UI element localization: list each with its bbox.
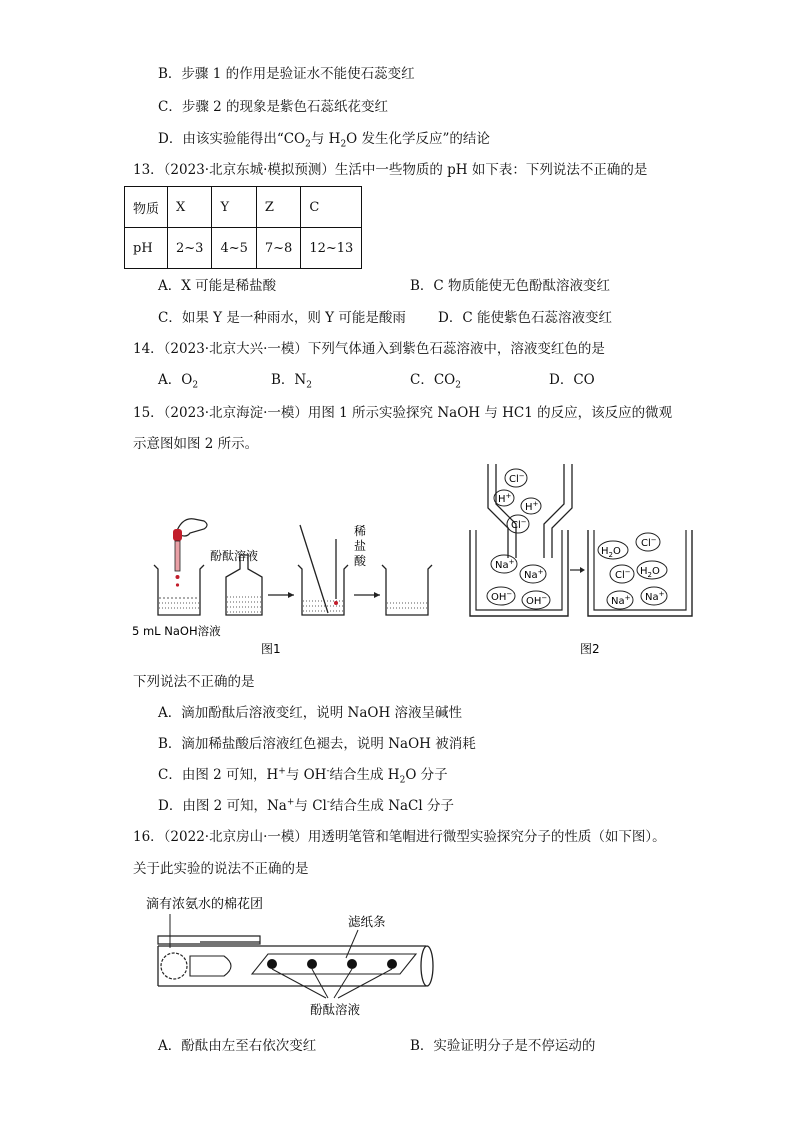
svg-text:Na+: Na+ [645, 590, 665, 603]
q14-option-d: D．CO [549, 372, 595, 388]
q15-stem-line1: 15．（2023·北京海淀·一模）用图 1 所示实验探究 NaOH 与 HC1 的反应，该反应的微观 [133, 405, 673, 421]
q15-stem-line2: 示意图如图 2 所示。 [133, 436, 259, 452]
svg-text:Cl−: Cl− [615, 568, 631, 581]
ion-cl [636, 533, 660, 551]
q16-option-a: A．酚酞由左至右依次变红 [158, 1038, 317, 1054]
cotton-ball-icon [161, 953, 187, 979]
label-phenolphthalein: 酚酞溶液 [210, 549, 259, 563]
table-cell: 12~13 [301, 228, 362, 269]
q13-option-d: D．C 能使紫色石蕊溶液变红 [438, 310, 612, 326]
svg-text:Cl−: Cl− [641, 536, 657, 549]
q15-option-c: C．由图 2 可知，H+与 OH-结合生成 $H_2O$ 分子 [158, 766, 448, 786]
table-cell: 2~3 [168, 228, 212, 269]
q16-stem-line2: 关于此实验的说法不正确的是 [133, 861, 309, 877]
beaker-3 [382, 565, 432, 615]
q15-prompt: 下列说法不正确的是 [133, 674, 255, 690]
molecule-h2o [598, 541, 628, 559]
q12-option-b: B．步骤 1 的作用是验证水不能使石蕊变红 [158, 66, 415, 82]
table-cell: 物质 [125, 187, 168, 228]
table-cell: X [168, 187, 212, 228]
q16-option-b: B．实验证明分子是不停运动的 [410, 1038, 596, 1054]
table-row [125, 187, 362, 228]
svg-text:Cl−: Cl− [509, 472, 525, 485]
beaker-2 [298, 565, 348, 615]
svg-text:H2O: $H_2O$ [640, 566, 660, 579]
phenolphthalein-dot [267, 959, 277, 969]
molecule-h2o [637, 561, 667, 579]
ion-h [494, 490, 514, 506]
q15-option-b: B．滴加稀盐酸后溶液红色褪去，说明 NaOH 被消耗 [158, 736, 476, 752]
beaker-left [470, 530, 568, 616]
pen-cap [158, 936, 260, 944]
q13-option-a: A．X 可能是稀盐酸 [158, 278, 277, 294]
q15-option-d: D．由图 2 可知，Na+与 Cl-结合生成 NaCl 分子 [158, 797, 454, 814]
figure-3 [140, 890, 450, 1020]
table-cell: pH [125, 228, 168, 269]
svg-text:Cl−: Cl− [511, 518, 527, 531]
ion-oh [487, 587, 515, 605]
label-acid-1: 稀 [354, 524, 367, 538]
q13-option-b: B．C 物质能使无色酚酞溶液变红 [410, 278, 611, 294]
ion-h [521, 498, 541, 514]
label-cotton: 滴有浓氨水的棉花团 [146, 897, 264, 912]
figure-1-caption: 图1 [261, 642, 281, 656]
ion-na [641, 587, 667, 605]
svg-text:Na+: Na+ [495, 558, 515, 571]
ion-na [607, 591, 633, 609]
phenolphthalein-dot [307, 959, 317, 969]
table-cell: Y [212, 187, 256, 228]
dropper-bulb [173, 529, 182, 541]
drop-icon [176, 575, 180, 579]
phenolphthalein-dot [387, 959, 397, 969]
svg-text:Na+: Na+ [611, 594, 631, 607]
q13-option-c: C．如果 Y 是一种雨水，则 Y 可能是酸雨 [158, 310, 406, 326]
figure-1 [128, 505, 448, 665]
svg-text:OH−: OH− [491, 590, 513, 603]
ion-na [520, 565, 546, 583]
ion-cl [505, 469, 527, 487]
q12-option-c: C．步骤 2 的现象是紫色石蕊纸花变红 [158, 99, 389, 115]
q14-option-a: A．$O_2$ [158, 372, 199, 391]
ion-cl [507, 515, 529, 533]
table-row [125, 228, 362, 269]
svg-text:H+: H+ [525, 500, 539, 513]
table-cell: Z [256, 187, 300, 228]
ion-oh [522, 591, 550, 609]
q12-option-d: D．由该实验能得出“$CO_2$与 $H_2O$ 发生化学反应”的结论 [158, 131, 490, 150]
q13-stem: 13．（2023·北京东城·模拟预测）生活中一些物质的 pH 如下表：下列说法不正确的是 [133, 162, 648, 178]
figure-2 [466, 460, 706, 660]
label-acid-2: 盐 [354, 539, 367, 553]
label-naoh: 5 mL NaOH溶液 [132, 624, 221, 638]
q16-stem-line1: 16．（2022·北京房山·一模）用透明笔管和笔帽进行微型实验探究分子的性质（如下图）。 [133, 829, 666, 845]
table-cell: C [301, 187, 362, 228]
label-filter-paper: 滤纸条 [348, 914, 386, 929]
ph-table [124, 186, 362, 269]
ion-na [491, 555, 517, 573]
svg-text:Na+: Na+ [524, 568, 544, 581]
glass-rod [300, 525, 328, 613]
label-phenolphthalein-solution: 酚酞溶液 [310, 1002, 361, 1017]
q14-option-c: C．$CO_2$ [410, 372, 461, 391]
phenolphthalein-dot [347, 959, 357, 969]
drop-icon [176, 583, 179, 586]
svg-text:OH−: OH− [526, 594, 548, 607]
table-cell: 7~8 [256, 228, 300, 269]
dropper-tube [175, 541, 180, 571]
q14-option-b: B．$N_2$ [271, 372, 312, 391]
table-cell: 4~5 [212, 228, 256, 269]
q14-stem: 14．（2023·北京大兴·一模）下列气体通入到紫色石蕊溶液中，溶液变红色的是 [133, 341, 605, 357]
label-acid-3: 酸 [354, 554, 367, 568]
q15-option-a: A．滴加酚酞后溶液变红，说明 NaOH 溶液呈碱性 [158, 705, 463, 721]
figure-2-caption: 图2 [580, 642, 600, 656]
svg-text:H2O: $H_2O$ [601, 546, 621, 559]
bottle [226, 555, 262, 615]
svg-text:H+: H+ [498, 492, 512, 505]
ion-cl [610, 565, 634, 583]
